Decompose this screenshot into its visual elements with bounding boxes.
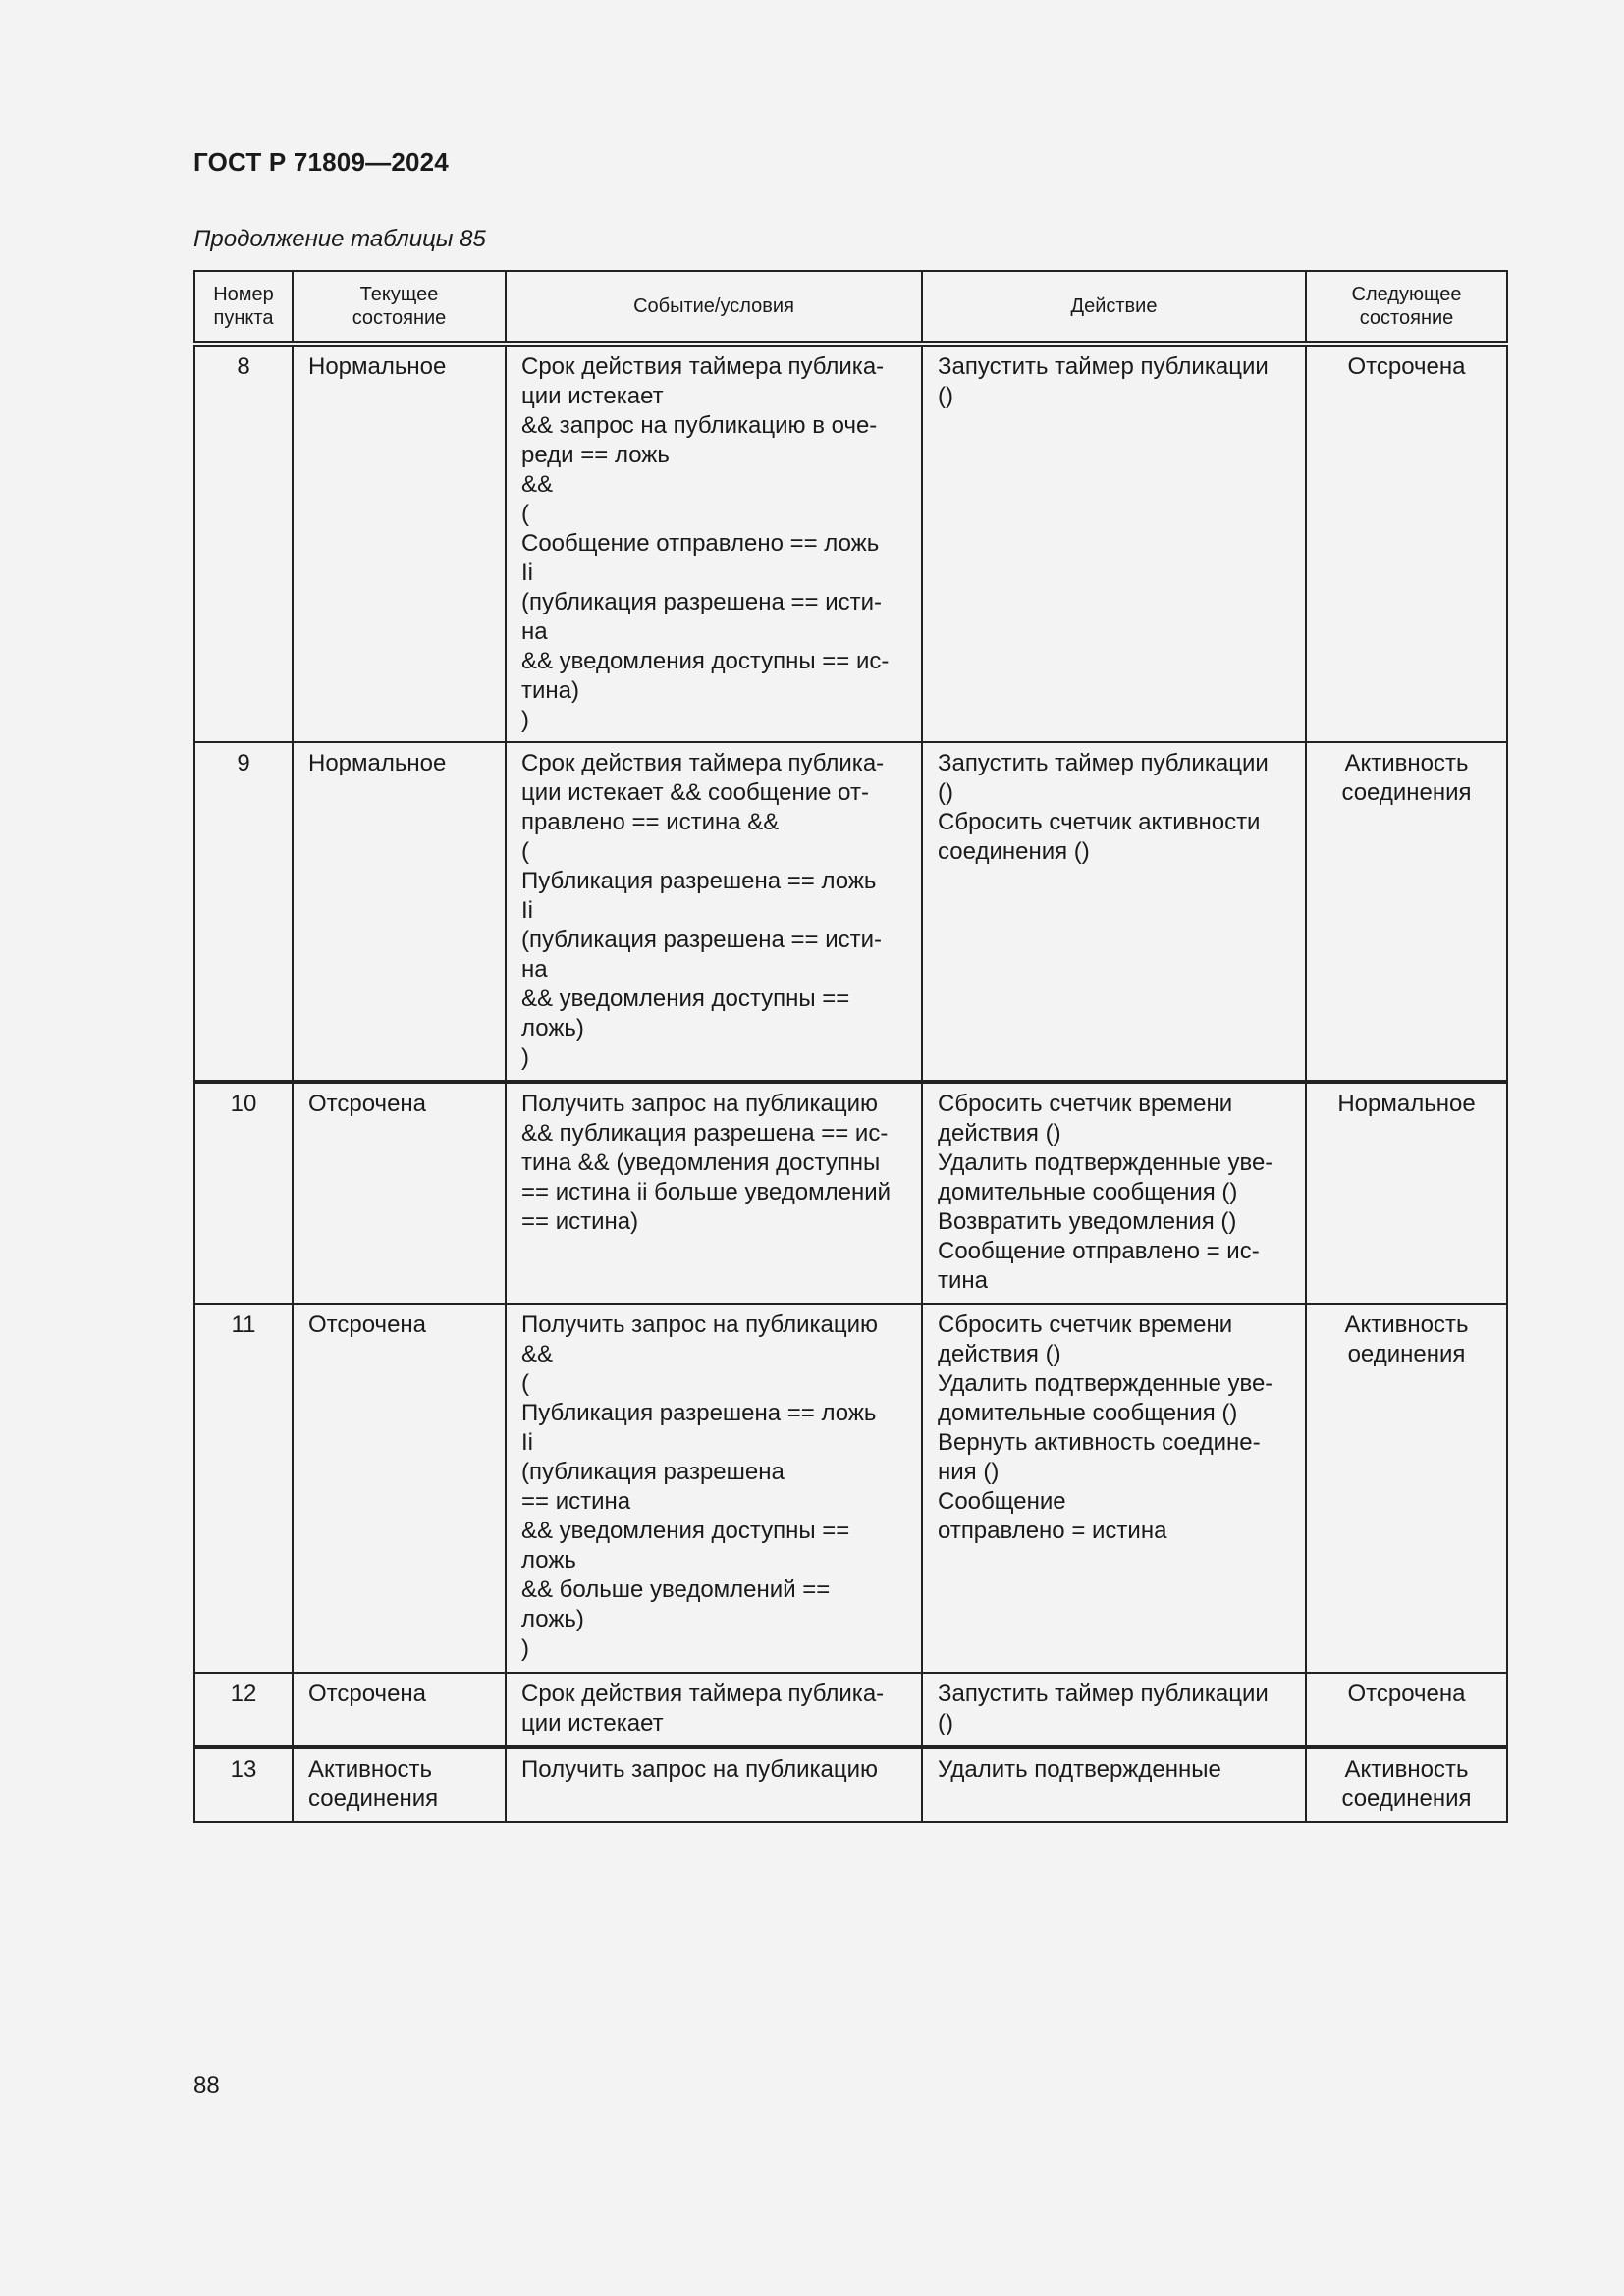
- table-header-row: [194, 271, 1507, 344]
- cell-number: 9: [194, 742, 293, 1082]
- table-row: [194, 1304, 1507, 1673]
- cell-current-state: [293, 742, 506, 1082]
- cell-line: Отсрочена: [1347, 353, 1466, 380]
- cell-line: (: [521, 501, 529, 527]
- cell-line: Ii: [521, 1429, 533, 1456]
- cell-current-state: [293, 1673, 506, 1747]
- cell-line: ): [521, 707, 529, 733]
- cell-line: (публикация разрешена == исти-: [521, 927, 883, 953]
- cell-line: на: [521, 956, 548, 983]
- cell-next-state: [1306, 742, 1507, 1082]
- cell-line: Нормальное: [1337, 1091, 1476, 1117]
- cell-event-conditions: [506, 344, 922, 742]
- cell-line: (): [938, 383, 953, 409]
- cell-line: Нормальное: [308, 750, 447, 776]
- cell-line: Сообщение отправлено = ис-: [938, 1238, 1260, 1264]
- column-header-event: Событие/условия: [506, 271, 922, 344]
- cell-number: 11: [194, 1304, 293, 1673]
- cell-line: домительные сообщения (): [938, 1400, 1238, 1426]
- cell-action: [922, 742, 1306, 1082]
- cell-line: Удалить подтвержденные: [938, 1756, 1221, 1783]
- cell-line: && уведомления доступны ==: [521, 986, 850, 1012]
- cell-line: ложь): [521, 1015, 584, 1041]
- cell-next-state: [1306, 344, 1507, 742]
- cell-line: Ii: [521, 897, 533, 924]
- cell-line: && уведомления доступны == ис-: [521, 648, 890, 674]
- cell-line: Удалить подтвержденные уве-: [938, 1370, 1273, 1397]
- column-header-action: Действие: [922, 271, 1306, 344]
- cell-line: (публикация разрешена == исти-: [521, 589, 883, 615]
- table-caption: Продолжение таблицы 85: [193, 226, 486, 252]
- cell-line: Получить запрос на публикацию: [521, 1756, 878, 1783]
- cell-line: Получить запрос на публикацию: [521, 1311, 878, 1338]
- cell-line: Запустить таймер публикации: [938, 750, 1269, 776]
- cell-line: ния (): [938, 1459, 1000, 1485]
- cell-number: 10: [194, 1082, 293, 1304]
- cell-line: Сбросить счетчик времени: [938, 1311, 1233, 1338]
- cell-line: на: [521, 618, 548, 645]
- cell-line: отправлено = истина: [938, 1518, 1167, 1544]
- cell-line: Отсрочена: [308, 1311, 427, 1338]
- cell-line: правлено == истина &&: [521, 809, 780, 835]
- table-row: [194, 344, 1507, 742]
- cell-line: &&: [521, 1341, 554, 1367]
- cell-event-conditions: [506, 1747, 922, 1822]
- document-title: ГОСТ Р 71809—2024: [193, 147, 449, 177]
- table-row: [194, 1673, 1507, 1747]
- cell-next-state: [1306, 1082, 1507, 1304]
- cell-line: Активность: [1344, 750, 1469, 776]
- cell-line: Сбросить счетчик времени: [938, 1091, 1233, 1117]
- cell-event-conditions: [506, 1082, 922, 1304]
- cell-current-state: [293, 344, 506, 742]
- cell-line: Запустить таймер публикации: [938, 353, 1269, 380]
- cell-current-state: [293, 1747, 506, 1822]
- cell-line: ложь): [521, 1606, 584, 1632]
- cell-line: Ii: [521, 560, 533, 586]
- cell-line: Публикация разрешена == ложь: [521, 868, 877, 894]
- cell-line: Активность: [308, 1756, 433, 1783]
- cell-line: Отсрочена: [1347, 1681, 1466, 1707]
- table-row: [194, 1747, 1507, 1822]
- cell-line: (): [938, 779, 953, 806]
- cell-line: оединения: [1347, 1341, 1466, 1367]
- cell-line: && больше уведомлений ==: [521, 1576, 831, 1603]
- column-header-current-state: Текущее состояние: [293, 271, 506, 344]
- cell-line: Активность: [1344, 1311, 1469, 1338]
- cell-line: Срок действия таймера публика-: [521, 353, 885, 380]
- cell-line: соединения: [1341, 1786, 1472, 1812]
- cell-line: соединения: [308, 1786, 439, 1812]
- cell-line: == истина ii больше уведомлений: [521, 1179, 892, 1205]
- cell-line: тина: [938, 1267, 988, 1294]
- cell-line: тина && (уведомления доступны: [521, 1149, 881, 1176]
- cell-line: действия (): [938, 1341, 1061, 1367]
- table-body: [194, 344, 1507, 1822]
- table-row: [194, 742, 1507, 1082]
- cell-line: && уведомления доступны ==: [521, 1518, 850, 1544]
- page-number: 88: [193, 2072, 220, 2099]
- cell-line: Отсрочена: [308, 1681, 427, 1707]
- cell-line: ): [521, 1044, 529, 1071]
- cell-line: Сообщение отправлено == ложь: [521, 530, 880, 557]
- column-header-next-state: Следующее состояние: [1306, 271, 1507, 344]
- cell-event-conditions: [506, 1673, 922, 1747]
- cell-line: ): [521, 1635, 529, 1662]
- cell-line: (: [521, 1370, 529, 1397]
- cell-line: Сообщение: [938, 1488, 1066, 1515]
- cell-line: && запрос на публикацию в оче-: [521, 412, 878, 439]
- cell-next-state: [1306, 1747, 1507, 1822]
- cell-line: соединения (): [938, 838, 1090, 865]
- cell-line: Возвратить уведомления (): [938, 1208, 1237, 1235]
- cell-next-state: [1306, 1304, 1507, 1673]
- cell-line: Вернуть активность соедине-: [938, 1429, 1261, 1456]
- cell-line: реди == ложь: [521, 442, 670, 468]
- cell-action: [922, 1304, 1306, 1673]
- state-transition-table: [193, 270, 1508, 1823]
- cell-current-state: [293, 1082, 506, 1304]
- cell-current-state: [293, 1304, 506, 1673]
- cell-action: [922, 344, 1306, 742]
- cell-line: Удалить подтвержденные уве-: [938, 1149, 1273, 1176]
- cell-line: ции истекает && сообщение от-: [521, 779, 869, 806]
- cell-line: (публикация разрешена: [521, 1459, 785, 1485]
- cell-line: ложь: [521, 1547, 576, 1574]
- cell-line: Нормальное: [308, 353, 447, 380]
- cell-action: [922, 1673, 1306, 1747]
- cell-line: действия (): [938, 1120, 1061, 1147]
- cell-number: 13: [194, 1747, 293, 1822]
- cell-line: Активность: [1344, 1756, 1469, 1783]
- cell-event-conditions: [506, 1304, 922, 1673]
- cell-line: == истина): [521, 1208, 639, 1235]
- column-header-number: Номер пункта: [194, 271, 293, 344]
- cell-number: 8: [194, 344, 293, 742]
- cell-action: [922, 1082, 1306, 1304]
- cell-line: Срок действия таймера публика-: [521, 1681, 885, 1707]
- cell-line: Публикация разрешена == ложь: [521, 1400, 877, 1426]
- cell-line: Сбросить счетчик активности: [938, 809, 1261, 835]
- cell-line: Получить запрос на публикацию: [521, 1091, 878, 1117]
- table-row: [194, 1082, 1507, 1304]
- cell-line: &&: [521, 471, 554, 498]
- cell-line: Срок действия таймера публика-: [521, 750, 885, 776]
- cell-line: тина): [521, 677, 579, 704]
- cell-event-conditions: [506, 742, 922, 1082]
- cell-line: && публикация разрешена == ис-: [521, 1120, 889, 1147]
- cell-next-state: [1306, 1673, 1507, 1747]
- cell-line: (: [521, 838, 529, 865]
- cell-line: ции истекает: [521, 383, 664, 409]
- cell-line: домительные сообщения (): [938, 1179, 1238, 1205]
- cell-number: 12: [194, 1673, 293, 1747]
- cell-line: == истина: [521, 1488, 631, 1515]
- cell-action: [922, 1747, 1306, 1822]
- cell-line: Запустить таймер публикации: [938, 1681, 1269, 1707]
- cell-line: соединения: [1341, 779, 1472, 806]
- cell-line: ции истекает: [521, 1710, 664, 1736]
- cell-line: (): [938, 1710, 953, 1736]
- cell-line: Отсрочена: [308, 1091, 427, 1117]
